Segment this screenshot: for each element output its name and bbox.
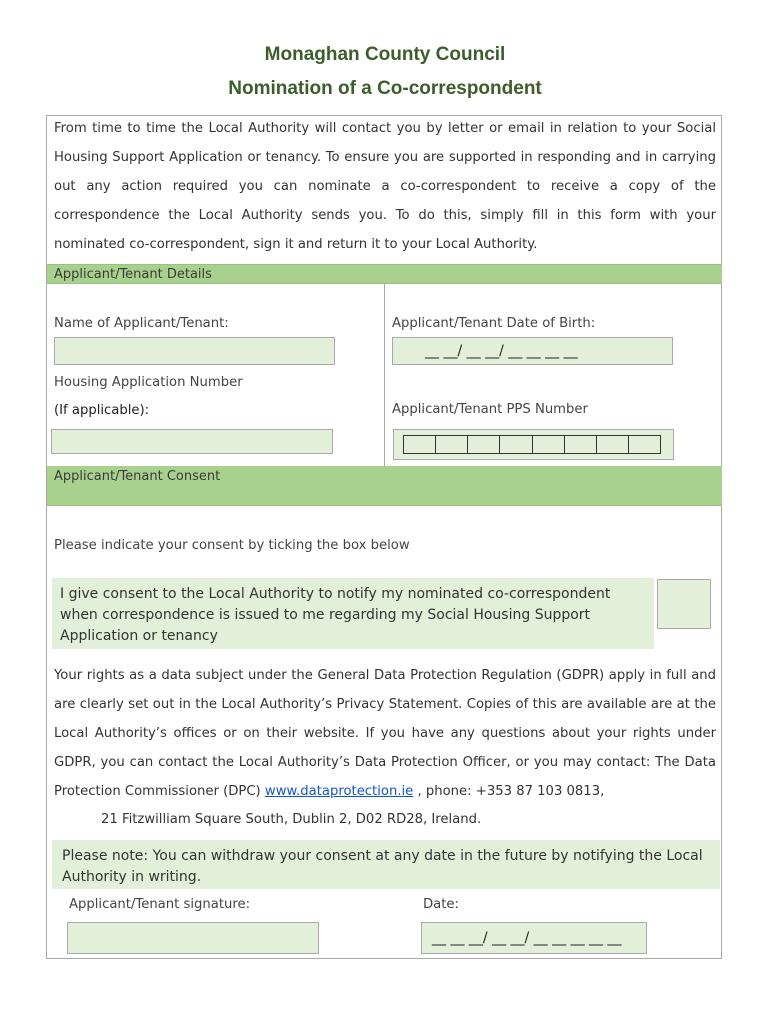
pps-character-boxes[interactable] [403, 435, 661, 454]
pps-cell[interactable] [565, 436, 597, 453]
pps-cell[interactable] [468, 436, 500, 453]
dob-format-hint: __ __/ __ __/ __ __ __ __ [425, 343, 578, 359]
housing-number-field[interactable] [51, 429, 333, 454]
dpc-phone-text: , phone: +353 87 103 0813, [413, 784, 605, 799]
applicant-name-field[interactable] [54, 337, 335, 365]
applicant-name-label: Name of Applicant/Tenant: [54, 316, 229, 331]
consent-statement: I give consent to the Local Authority to notify my nominated co-correspondent when correspondence is issued to me regarding my Social Housing Support Application or tenancy [52, 578, 654, 649]
signature-date-format-hint: __ __ __/ __ __/ __ __ __ __ __ [432, 930, 622, 946]
pps-cell[interactable] [597, 436, 629, 453]
dpc-website-link[interactable]: www.dataprotection.ie [264, 784, 414, 799]
gdpr-paragraph [54, 661, 716, 806]
housing-number-sublabel: (If applicable): [54, 403, 150, 418]
dpc-address: 21 Fitzwilliam Square South, Dublin 2, D02 RD28, Ireland. [101, 812, 482, 827]
form-title: Nomination of a Co-correspondent [228, 78, 542, 99]
signature-field[interactable] [67, 922, 319, 954]
pps-cell[interactable] [404, 436, 436, 453]
gdpr-text: Your rights as a data subject under the General Data Protection Regulation (GDPR) apply in full and are clearly set out in the Local Authority’s Privacy Statement. Copies of this are available are at the Local Authority’s offices or on their website. If you have any questions about your rights under GDPR, you can contact the Local Authority’s Data Protection Officer, or you may contact: The Data Protection Commissioner (DPC) [54, 668, 716, 799]
consent-heading: Applicant/Tenant Consent [47, 466, 722, 506]
housing-number-label: Housing Application Number [54, 375, 243, 390]
consent-instruction: Please indicate your consent by ticking the box below [54, 538, 410, 553]
applicant-details-heading: Applicant/Tenant Details [47, 264, 722, 284]
column-divider [384, 284, 385, 466]
consent-checkbox[interactable] [657, 579, 711, 629]
dob-field[interactable] [392, 337, 673, 365]
intro-paragraph: From time to time the Local Authority will contact you by letter or email in relation to your Social Housing Support Application or tenancy. To ensure you are supported in responding and in carrying out any action required you can nominate a co-correspondent to receive a copy of the correspondence the Local Authority sends you. To do this, simply fill in this form with your nominated co-correspondent, sign it and return it to your Local Authority. [54, 121, 716, 252]
signature-date-field[interactable] [421, 922, 647, 954]
council-name: Monaghan County Council [264, 44, 506, 65]
pps-cell[interactable] [436, 436, 468, 453]
pps-label: Applicant/Tenant PPS Number [392, 402, 588, 417]
dob-label: Applicant/Tenant Date of Birth: [392, 316, 596, 331]
pps-cell[interactable] [629, 436, 660, 453]
pps-cell[interactable] [500, 436, 532, 453]
pps-cell[interactable] [533, 436, 565, 453]
signature-date-label: Date: [423, 897, 459, 912]
signature-label: Applicant/Tenant signature: [69, 897, 251, 912]
withdraw-consent-note: Please note: You can withdraw your consent at any date in the future by notifying the Local Authority in writing. [52, 840, 720, 889]
